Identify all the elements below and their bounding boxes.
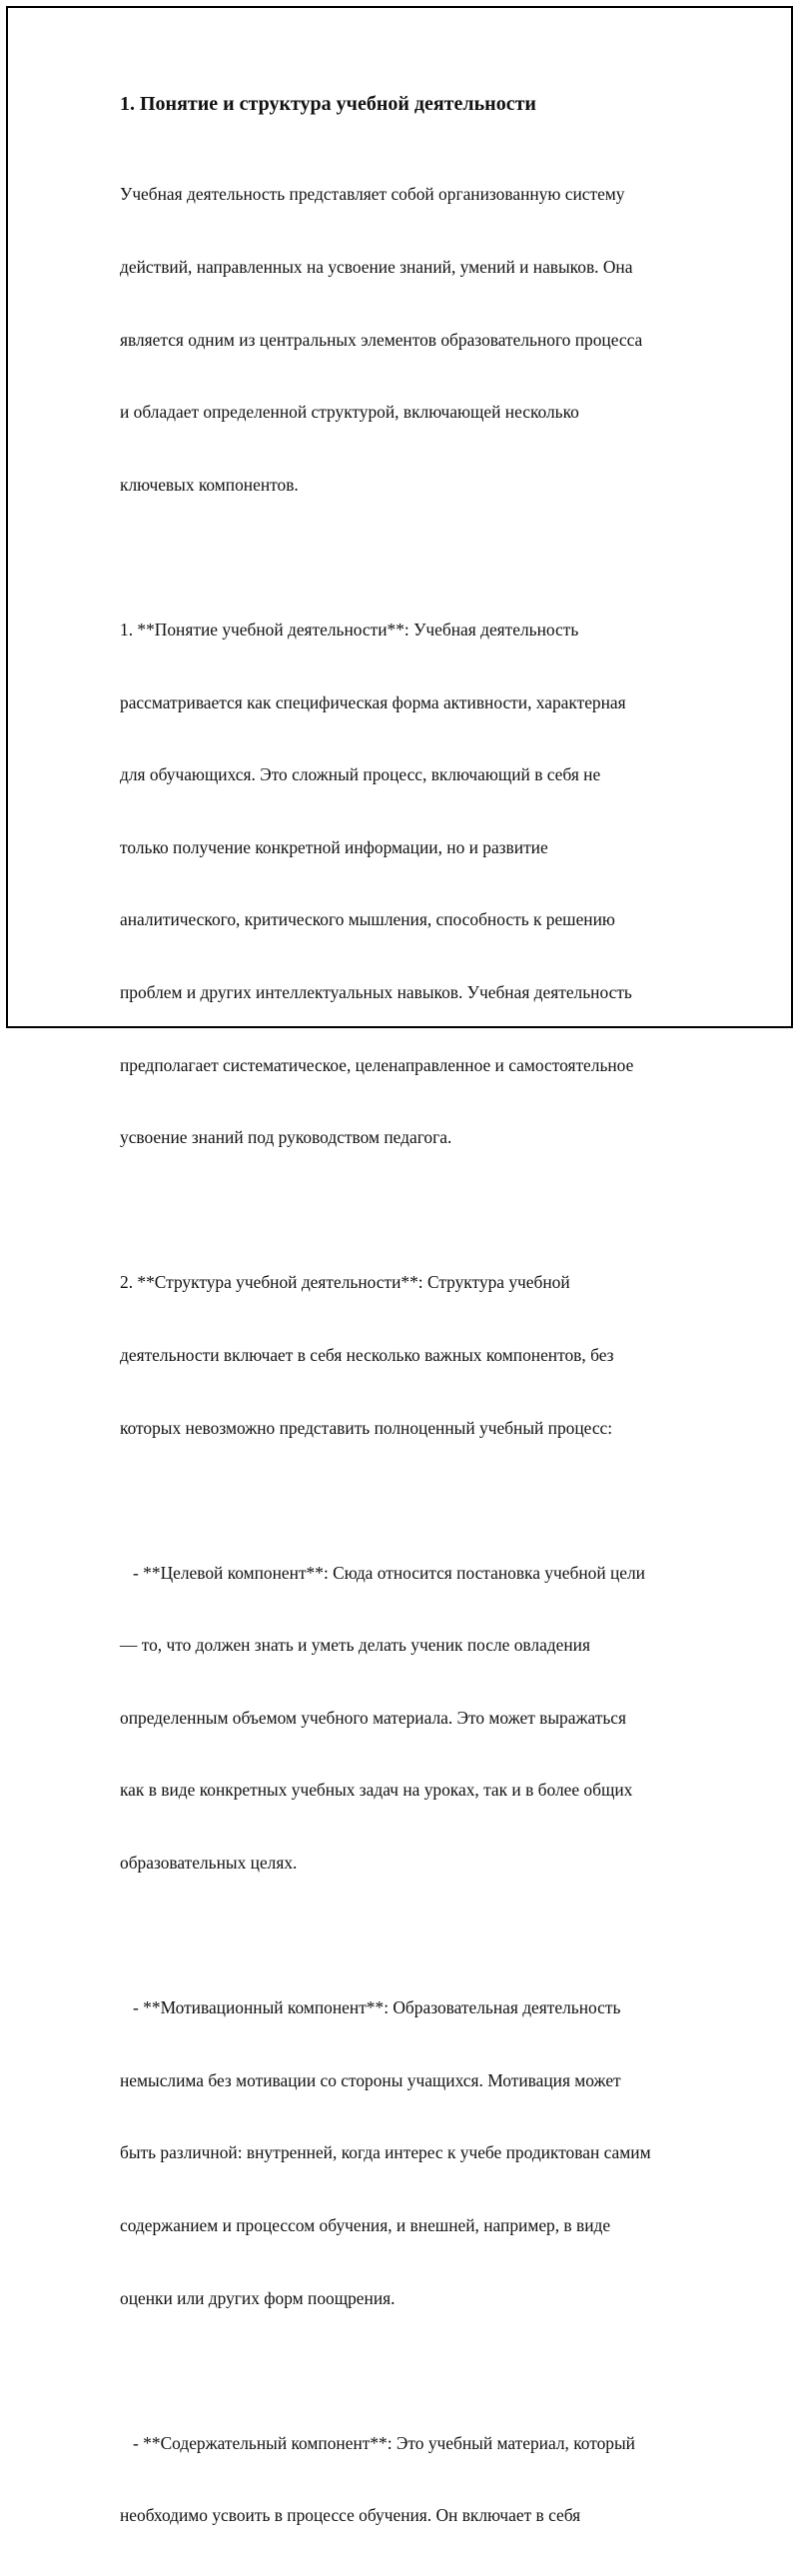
text-line: оценки или других форм поощрения. xyxy=(120,2287,396,2308)
text-line: деятельности включает в себя несколько важных компонентов, без xyxy=(120,1344,614,1365)
blank-line xyxy=(120,1488,699,1512)
blank-line xyxy=(120,1924,699,1947)
text-line: Учебная деятельность представляет собой организованную систему xyxy=(120,184,625,205)
text-line: - **Целевой компонент**: Сюда относится постановка учебной цели xyxy=(120,1562,645,1583)
document-body xyxy=(120,92,699,2576)
text-line: и обладает определенной структурой, включающей несколько xyxy=(120,402,579,423)
text-line: как в виде конкретных учебных задач на уроках, так и в более общих xyxy=(120,1780,633,1801)
text-line: содержанием и процессом обучения, и внешней, например, в виде xyxy=(120,2215,611,2236)
text-line: является одним из центральных элементов образовательного процесса xyxy=(120,329,643,350)
body-text xyxy=(120,134,699,2576)
text-line: проблем и других интеллектуальных навыков. Учебная деятельность xyxy=(120,981,632,1002)
text-line: необходимо усвоить в процессе обучения. Он включает в себя xyxy=(120,2505,581,2526)
text-line: немыслима без мотивации со стороны учащихся. Мотивация может xyxy=(120,2069,621,2090)
text-line: — то, что должен знать и уметь делать ученик после овладения xyxy=(120,1635,590,1656)
text-line: только получение конкретной информации, но и развитие xyxy=(120,836,548,857)
text-line: 1. **Понятие учебной деятельности**: Учебная деятельность xyxy=(120,619,579,640)
text-line: усвоение знаний под руководством педагога. xyxy=(120,1127,452,1148)
section-heading: 1. Понятие и структура учебной деятельности xyxy=(120,93,536,115)
text-line: для обучающихся. Это сложный процесс, включающий в себя не xyxy=(120,764,601,785)
text-line: - **Содержательный компонент**: Это учебный материал, который xyxy=(120,2432,635,2453)
text-line: 2. **Структура учебной деятельности**: Структура учебной xyxy=(120,1272,570,1293)
text-line: - **Мотивационный компонент**: Образовательная деятельность xyxy=(120,1997,621,2018)
text-line: образовательных целях. xyxy=(120,1853,298,1874)
text-line: быть различной: внутренней, когда интерес к учебе продиктован самим xyxy=(120,2142,651,2163)
text-line: ключевых компонентов. xyxy=(120,474,299,495)
page xyxy=(6,6,793,2526)
text-line: рассматривается как специфическая форма активности, характерная xyxy=(120,691,626,712)
blank-line xyxy=(120,1198,699,1222)
blank-line xyxy=(120,2358,699,2382)
text-line: аналитического, критического мышления, способность к решению xyxy=(120,909,615,930)
text-line: определенным объемом учебного материала. Это может выражаться xyxy=(120,1707,626,1728)
text-line: действий, направленных на усвоение знаний, умений и навыков. Она xyxy=(120,257,633,277)
blank-line xyxy=(120,545,699,569)
text-line: которых невозможно представить полноценный учебный процесс: xyxy=(120,1417,613,1438)
text-line: предполагает систематическое, целенаправленное и самостоятельное xyxy=(120,1054,634,1075)
